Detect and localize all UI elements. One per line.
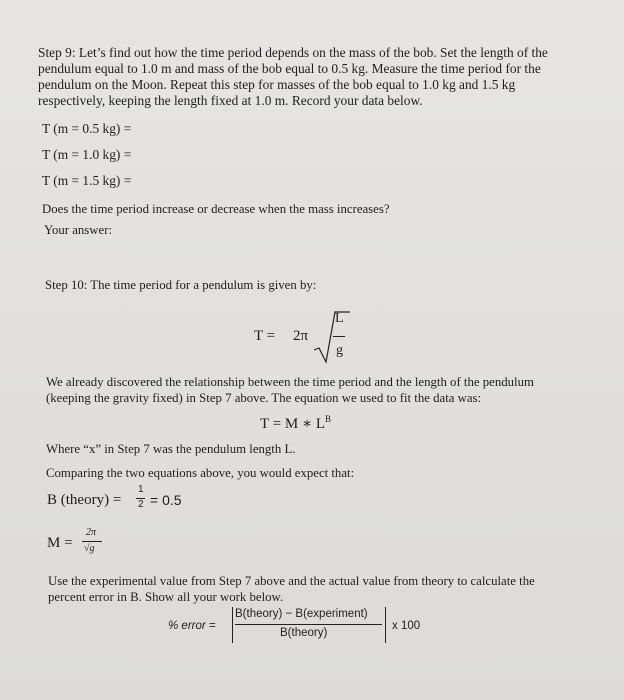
fit-equation-exponent: B <box>325 414 332 424</box>
use-line-1: Use the experimental value from Step 7 above and the actual value from theory to calculate the <box>48 574 535 588</box>
step10-para-line-2: (keeping the gravity fixed) in Step 7 above. The equation we used to fit the data was: <box>46 391 482 405</box>
period-mass-0-5: T (m = 0.5 kg) = <box>42 121 132 136</box>
abs-bar-left <box>232 607 233 643</box>
fit-equation-base: T = M ∗ L <box>260 416 326 432</box>
step9-line-1: Step 9: Let’s find out how the time period depends on the mass of the bob. Set the length of the <box>38 45 548 60</box>
formula-two-pi: 2π <box>293 328 309 344</box>
formula-numerator: L <box>335 311 344 326</box>
step9-line-3: pendulum on the Moon. Repeat this step for masses of the bob equal to 1.0 kg and 1.5 kg <box>38 77 516 92</box>
m-lhs: M = <box>47 535 73 551</box>
step10-para-line-1: We already discovered the relationship between the time period and the length of the pendulum <box>46 375 534 389</box>
use-line-2: percent error in B. Show all your work below. <box>48 590 284 604</box>
sqrt-symbol-icon <box>312 306 352 366</box>
abs-bar-right <box>385 607 386 643</box>
step9-line-2: pendulum equal to 1.0 m and mass of the bob equal to 0.5 kg. Measure the time period for the <box>38 61 541 76</box>
b-theory-lhs: B (theory) = <box>47 492 122 508</box>
m-fraction-bar <box>82 541 102 542</box>
b-theory-numerator: 1 <box>138 484 144 495</box>
step10-intro: Step 10: The time period for a pendulum is given by: <box>45 278 317 292</box>
where-note: Where “x” in Step 7 was the pendulum length L. <box>46 442 296 456</box>
formula-fraction-bar <box>333 336 345 337</box>
m-numerator: 2π <box>86 527 97 538</box>
fit-equation <box>260 414 331 433</box>
m-denominator: √g <box>84 543 95 554</box>
formula-denominator: g <box>336 343 343 358</box>
step9-line-4: respectively, keeping the length fixed at 1.0 m. Record your data below. <box>38 93 423 108</box>
error-denominator: B(theory) <box>280 627 328 639</box>
b-theory-denominator: 2 <box>138 499 144 510</box>
answer-label: Your answer: <box>44 223 113 237</box>
compare-note: Comparing the two equations above, you would expect that: <box>46 466 355 480</box>
error-numerator: B(theory) − B(experiment) <box>235 608 368 620</box>
period-mass-1-5: T (m = 1.5 kg) = <box>42 173 132 188</box>
b-theory-result: = 0.5 <box>150 492 182 508</box>
error-multiplier: x 100 <box>392 620 421 632</box>
error-fraction-bar <box>235 624 382 625</box>
mass-question: Does the time period increase or decrease when the mass increases? <box>42 202 390 216</box>
period-mass-1-0: T (m = 1.0 kg) = <box>42 147 132 162</box>
formula-lhs: T = <box>254 328 276 344</box>
error-lhs: % error = <box>168 620 216 632</box>
